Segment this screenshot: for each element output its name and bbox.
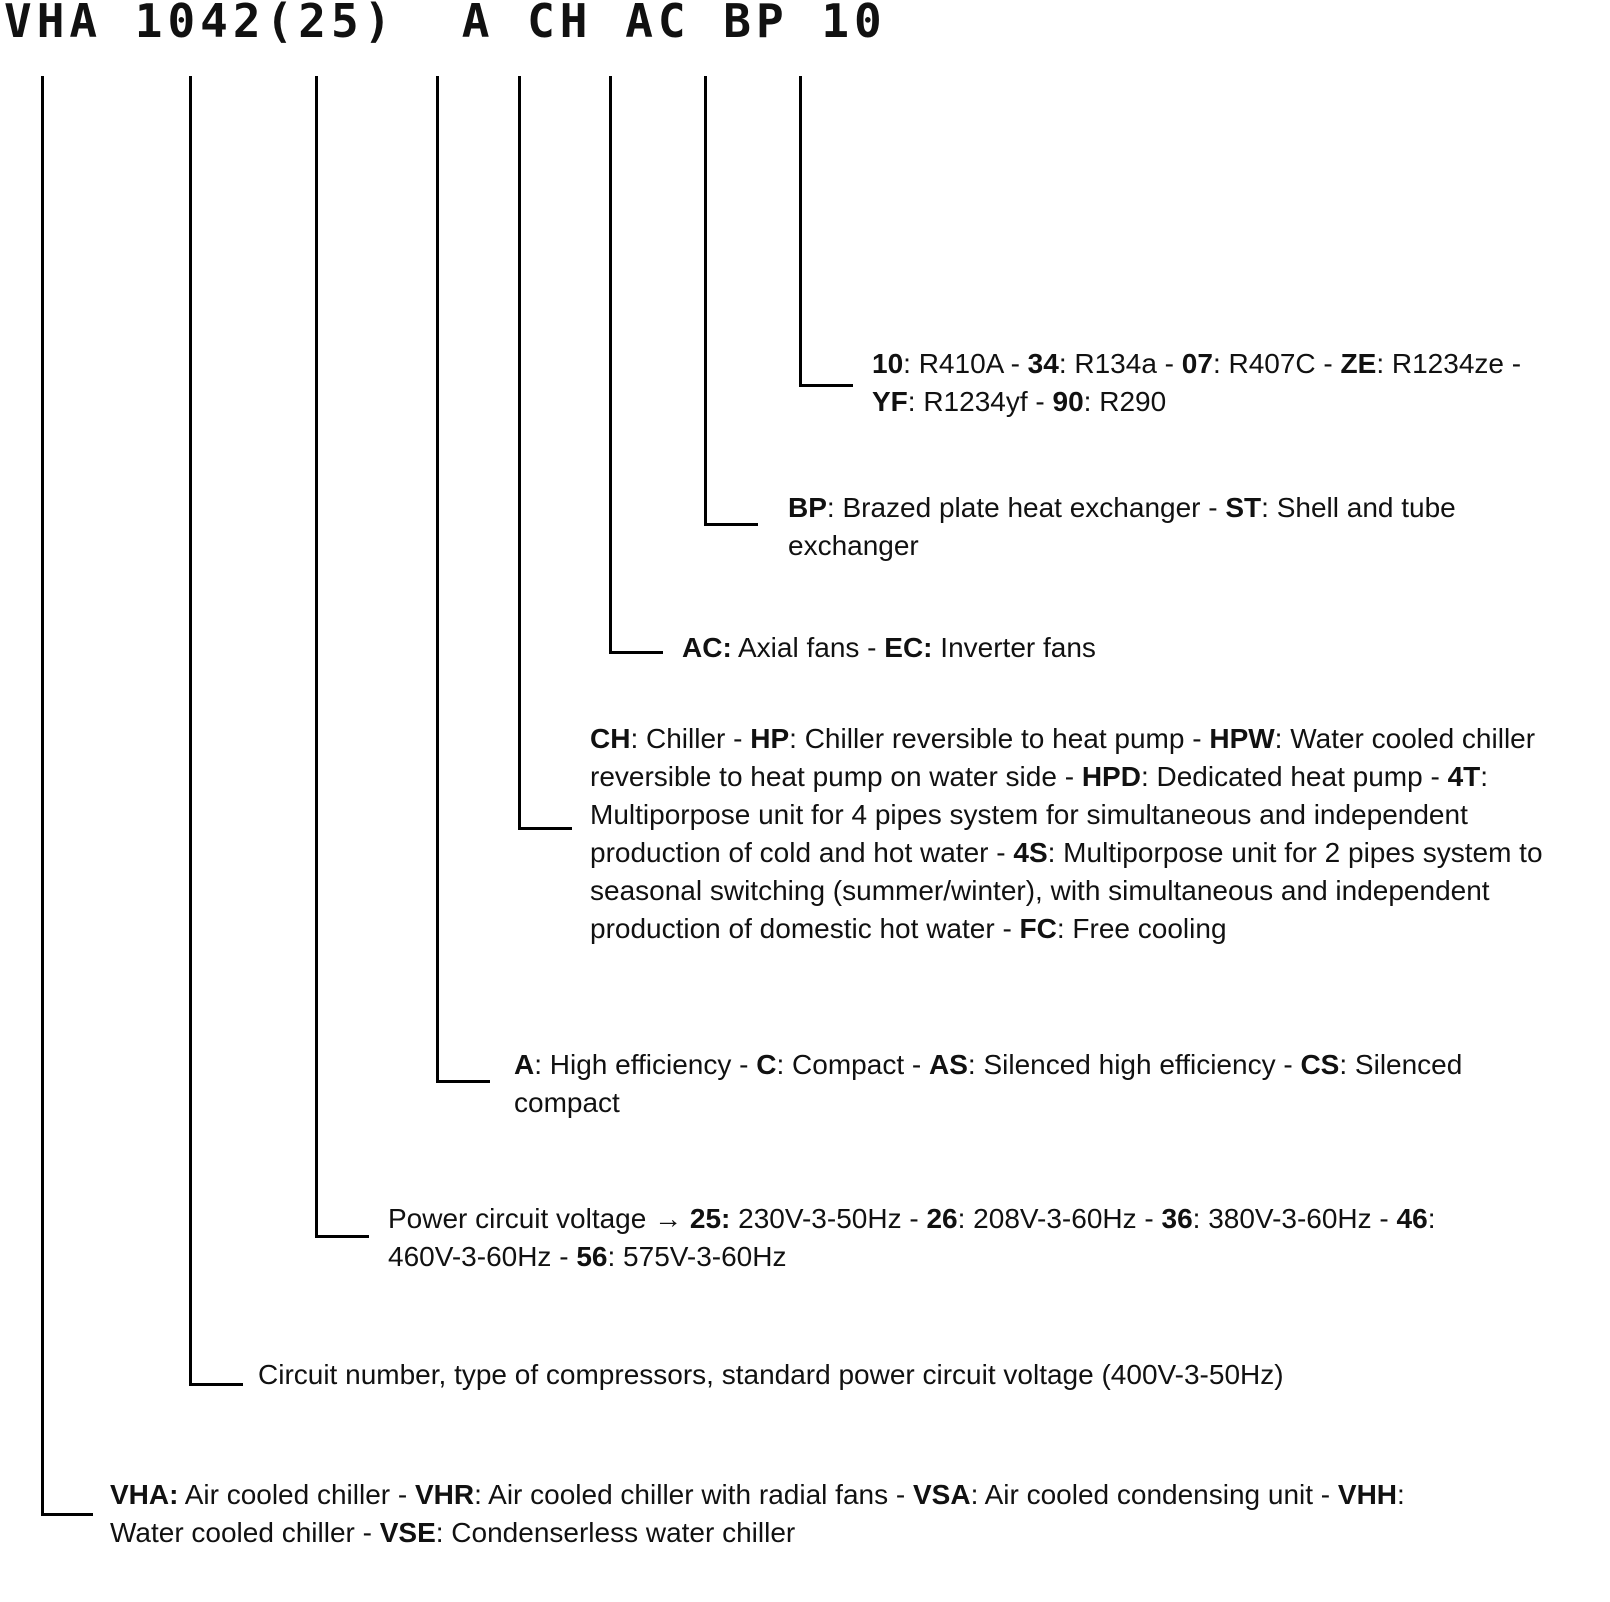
connector-circuit-horizontal	[189, 1383, 243, 1386]
code-key: VSE	[379, 1517, 436, 1548]
code-text: Power circuit voltage →	[388, 1203, 690, 1234]
code-key: HPD	[1081, 761, 1141, 792]
connector-unit-type-horizontal	[518, 827, 572, 830]
code-text: : Chiller reversible to heat pump -	[789, 723, 1210, 754]
connector-version-vertical	[436, 76, 439, 1083]
code-text: : 208V-3-60Hz -	[957, 1203, 1162, 1234]
connector-voltage-horizontal	[315, 1235, 369, 1238]
connector-refrigerant-horizontal	[799, 384, 853, 387]
code-text: : Silenced compact	[514, 1049, 1463, 1118]
voltage-description	[388, 1200, 1458, 1276]
code-key: C	[756, 1049, 777, 1080]
connector-version-horizontal	[436, 1080, 490, 1083]
code-key: 36	[1161, 1203, 1193, 1234]
code-key: VHR	[415, 1479, 475, 1510]
code-text: 230V-3-50Hz -	[730, 1203, 927, 1234]
code-text: : Dedicated heat pump -	[1140, 761, 1448, 792]
code-text: Inverter fans	[932, 632, 1096, 663]
code-key: A	[514, 1049, 535, 1080]
code-key: YF	[872, 386, 908, 417]
code-text: : R134a -	[1058, 348, 1182, 379]
code-text: : R410A -	[903, 348, 1028, 379]
code-key: AS	[928, 1049, 968, 1080]
code-key: HPW	[1209, 723, 1275, 754]
code-text: : High efficiency -	[534, 1049, 757, 1080]
connector-voltage-vertical	[315, 76, 318, 1238]
connector-exchanger-horizontal	[704, 523, 758, 526]
code-key: 56	[576, 1241, 608, 1272]
code-text: : Water cooled chiller reversible to heat pump on water side -	[590, 723, 1536, 792]
connector-series-vertical	[41, 76, 44, 1516]
code-key: EC:	[884, 632, 933, 663]
code-key: 10	[872, 348, 904, 379]
code-key: ST	[1225, 492, 1262, 523]
code-text: : Silenced high efficiency -	[967, 1049, 1301, 1080]
code-key: VSA	[912, 1479, 971, 1510]
code-key: AC:	[682, 632, 732, 663]
connector-fans-horizontal	[609, 651, 663, 654]
code-text: : Compact -	[776, 1049, 929, 1080]
code-text: Axial fans -	[731, 632, 885, 663]
code-key: 4T	[1447, 761, 1481, 792]
code-key: 4S	[1013, 837, 1048, 868]
connector-refrigerant-vertical	[799, 76, 802, 387]
code-text: : R290	[1083, 386, 1167, 417]
code-key: 90	[1052, 386, 1084, 417]
code-key: 07	[1181, 348, 1213, 379]
code-text: : Multiporpose unit for 2 pipes system to seasonal switching (summer/winter), with simultaneous and independent production of domestic hot water -	[590, 837, 1543, 944]
code-key: VHA:	[110, 1479, 179, 1510]
code-text: : R1234yf -	[907, 386, 1053, 417]
model-code-title: VHA 1042(25) A CH AC BP 10	[4, 0, 887, 48]
code-text: : 380V-3-60Hz -	[1192, 1203, 1397, 1234]
code-key: 26	[926, 1203, 958, 1234]
code-key: BP	[788, 492, 827, 523]
unit-type-description	[590, 720, 1590, 948]
code-text: : Water cooled chiller -	[110, 1479, 1405, 1548]
code-key: CS	[1300, 1049, 1340, 1080]
exchanger-description	[788, 489, 1528, 565]
connector-series-horizontal	[41, 1513, 93, 1516]
version-description	[514, 1046, 1524, 1122]
refrigerant-description	[872, 345, 1532, 421]
code-text: : Air cooled condensing unit -	[970, 1479, 1338, 1510]
circuit-description	[258, 1356, 1458, 1394]
code-key: CH	[590, 723, 631, 754]
code-key: HP	[750, 723, 790, 754]
code-text: : R1234ze -	[1376, 348, 1522, 379]
fans-description	[682, 629, 1522, 667]
code-key: VHH	[1337, 1479, 1398, 1510]
connector-circuit-vertical	[189, 76, 192, 1386]
code-text: : Air cooled chiller with radial fans -	[474, 1479, 913, 1510]
code-text: : 460V-3-60Hz -	[388, 1203, 1436, 1272]
code-key: 25:	[689, 1203, 731, 1234]
connector-fans-vertical	[609, 76, 612, 654]
code-text: : Chiller -	[630, 723, 751, 754]
code-key: 34	[1027, 348, 1059, 379]
code-text: : R407C -	[1212, 348, 1341, 379]
code-text: Circuit number, type of compressors, standard power circuit voltage (400V-3-50Hz)	[258, 1359, 1284, 1390]
code-text: : Condenserless water chiller	[435, 1517, 796, 1548]
code-text: : Free cooling	[1056, 913, 1227, 944]
connector-unit-type-vertical	[518, 76, 521, 830]
code-text: : Brazed plate heat exchanger -	[826, 492, 1226, 523]
connector-exchanger-vertical	[704, 76, 707, 526]
code-text: : Shell and tube exchanger	[788, 492, 1456, 561]
series-description	[110, 1476, 1420, 1552]
code-key: FC	[1019, 913, 1057, 944]
code-text: : 575V-3-60Hz	[607, 1241, 787, 1272]
code-key: 46	[1396, 1203, 1428, 1234]
code-key: ZE	[1340, 348, 1377, 379]
code-text: : Multiporpose unit for 4 pipes system for simultaneous and independent production of cold and hot water -	[590, 761, 1489, 868]
code-text: Air cooled chiller -	[178, 1479, 415, 1510]
